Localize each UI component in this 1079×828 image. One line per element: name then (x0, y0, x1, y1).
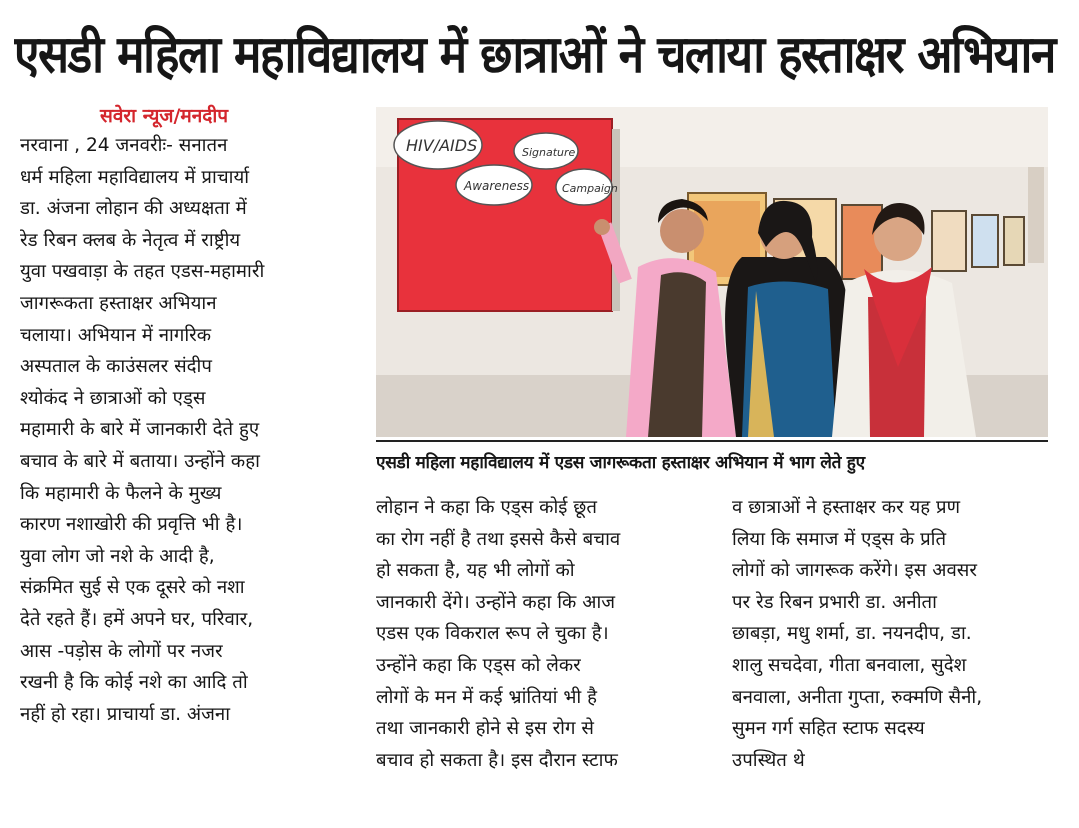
article-line: उपस्थित थे (732, 749, 805, 771)
svg-text:Campaign: Campaign (562, 182, 618, 195)
svg-text:HIV/AIDS: HIV/AIDS (406, 136, 478, 155)
article-line: बचाव हो सकता है। इस दौरान स्टाफ (376, 749, 618, 771)
article-column-1 (20, 130, 342, 730)
article-line: कारण नशाखोरी की प्रवृत्ति भी है। (20, 514, 243, 536)
article-line: पर रेड रिबन प्रभारी डा. अनीता (732, 591, 937, 613)
board-cloud-hiv-aids (394, 121, 482, 169)
article-line: लोहान ने कहा कि एड्स कोई छूत (376, 497, 597, 518)
article-line: देते रहते हैं। हमें अपने घर, परिवार, (20, 608, 254, 630)
board-cloud-awareness (456, 165, 532, 205)
article-line: डा. अंजना लोहान की अध्यक्षता में (20, 198, 247, 220)
article-line: का रोग नहीं है तथा इससे कैसे बचाव (376, 528, 621, 550)
board-cloud-signature (514, 133, 578, 169)
article-line: युवा लोग जो नशे के आदी है, (20, 545, 215, 567)
article-line: नहीं हो रहा। प्राचार्या डा. अंजना (20, 703, 231, 725)
article-line: बनवाला, अनीता गुप्ता, रुक्मणि सैनी, (732, 686, 983, 708)
article-column-3 (732, 492, 1052, 776)
article-line: शालु सचदेवा, गीता बनवाला, सुदेश (732, 654, 967, 676)
article-line: रेड रिबन क्लब के नेतृत्व में राष्ट्रीय (20, 229, 241, 251)
article-line: हो सकता है, यह भी लोगों को (376, 560, 575, 582)
article-line: संक्रमित सुई से एक दूसरे को नशा (20, 577, 245, 599)
article-line: लोगों को जागरूक करेंगे। इस अवसर (732, 560, 977, 582)
article-line: श्योकंद ने छात्राओं को एड्स (20, 387, 206, 409)
article-line: उन्होंने कहा कि एड्स को लेकर (376, 654, 581, 676)
headline: एसडी महिला महाविद्यालय में छात्राओं ने चलाया हस्ताक्षर अभियान (14, 23, 1055, 85)
article-line: जागरूकता हस्ताक्षर अभियान (20, 292, 217, 314)
article-line: लोगों के मन में कई भ्रांतियां भी है (376, 686, 597, 708)
article-line: जानकारी देंगे। उन्होंने कहा कि आज (376, 591, 616, 613)
article-line: बचाव के बारे में बताया। उन्होंने कहा (20, 450, 260, 472)
byline: सवेरा न्यूज/मनदीप (100, 105, 229, 127)
article-line: चलाया। अभियान में नागरिक (20, 324, 212, 346)
svg-text:Awareness: Awareness (464, 179, 530, 193)
article-line: लिया कि समाज में एड्स के प्रति (732, 528, 947, 550)
article-line: नरवाना , 24 जनवरीः- सनातन (20, 135, 228, 156)
article-line: तथा जानकारी होने से इस रोग से (376, 718, 594, 740)
article-line: सुमन गर्ग सहित स्टाफ सदस्य (732, 718, 925, 740)
article-line: छाबड़ा, मधु शर्मा, डा. नयनदीप, डा. (732, 623, 972, 645)
article-line: आस -पड़ोस के लोगों पर नजर (20, 640, 223, 662)
caption-divider (376, 440, 1048, 442)
article-line: महामारी के बारे में जानकारी देते हुए (20, 419, 260, 441)
article-line: रखनी है कि कोई नशे का आदि तो (20, 672, 248, 694)
article-column-2 (376, 492, 696, 776)
news-photo (376, 107, 1048, 437)
article-line: एडस एक विकराल रूप ले चुका है। (376, 623, 609, 645)
article-line: व छात्राओं ने हस्ताक्षर कर यह प्रण (732, 497, 961, 518)
photo-caption: एसडी महिला महाविद्यालय में एडस जागरूकता हस्ताक्षर अभियान में भाग लेते हुए (376, 453, 865, 473)
article-line: अस्पताल के काउंसलर संदीप (20, 356, 212, 378)
article-line: धर्म महिला महाविद्यालय में प्राचार्या (20, 166, 250, 188)
article-line: युवा पखवाड़ा के तहत एडस-महामारी (20, 261, 265, 283)
article-line: कि महामारी के फैलने के मुख्य (20, 482, 222, 504)
svg-text:Signature: Signature (522, 146, 576, 159)
